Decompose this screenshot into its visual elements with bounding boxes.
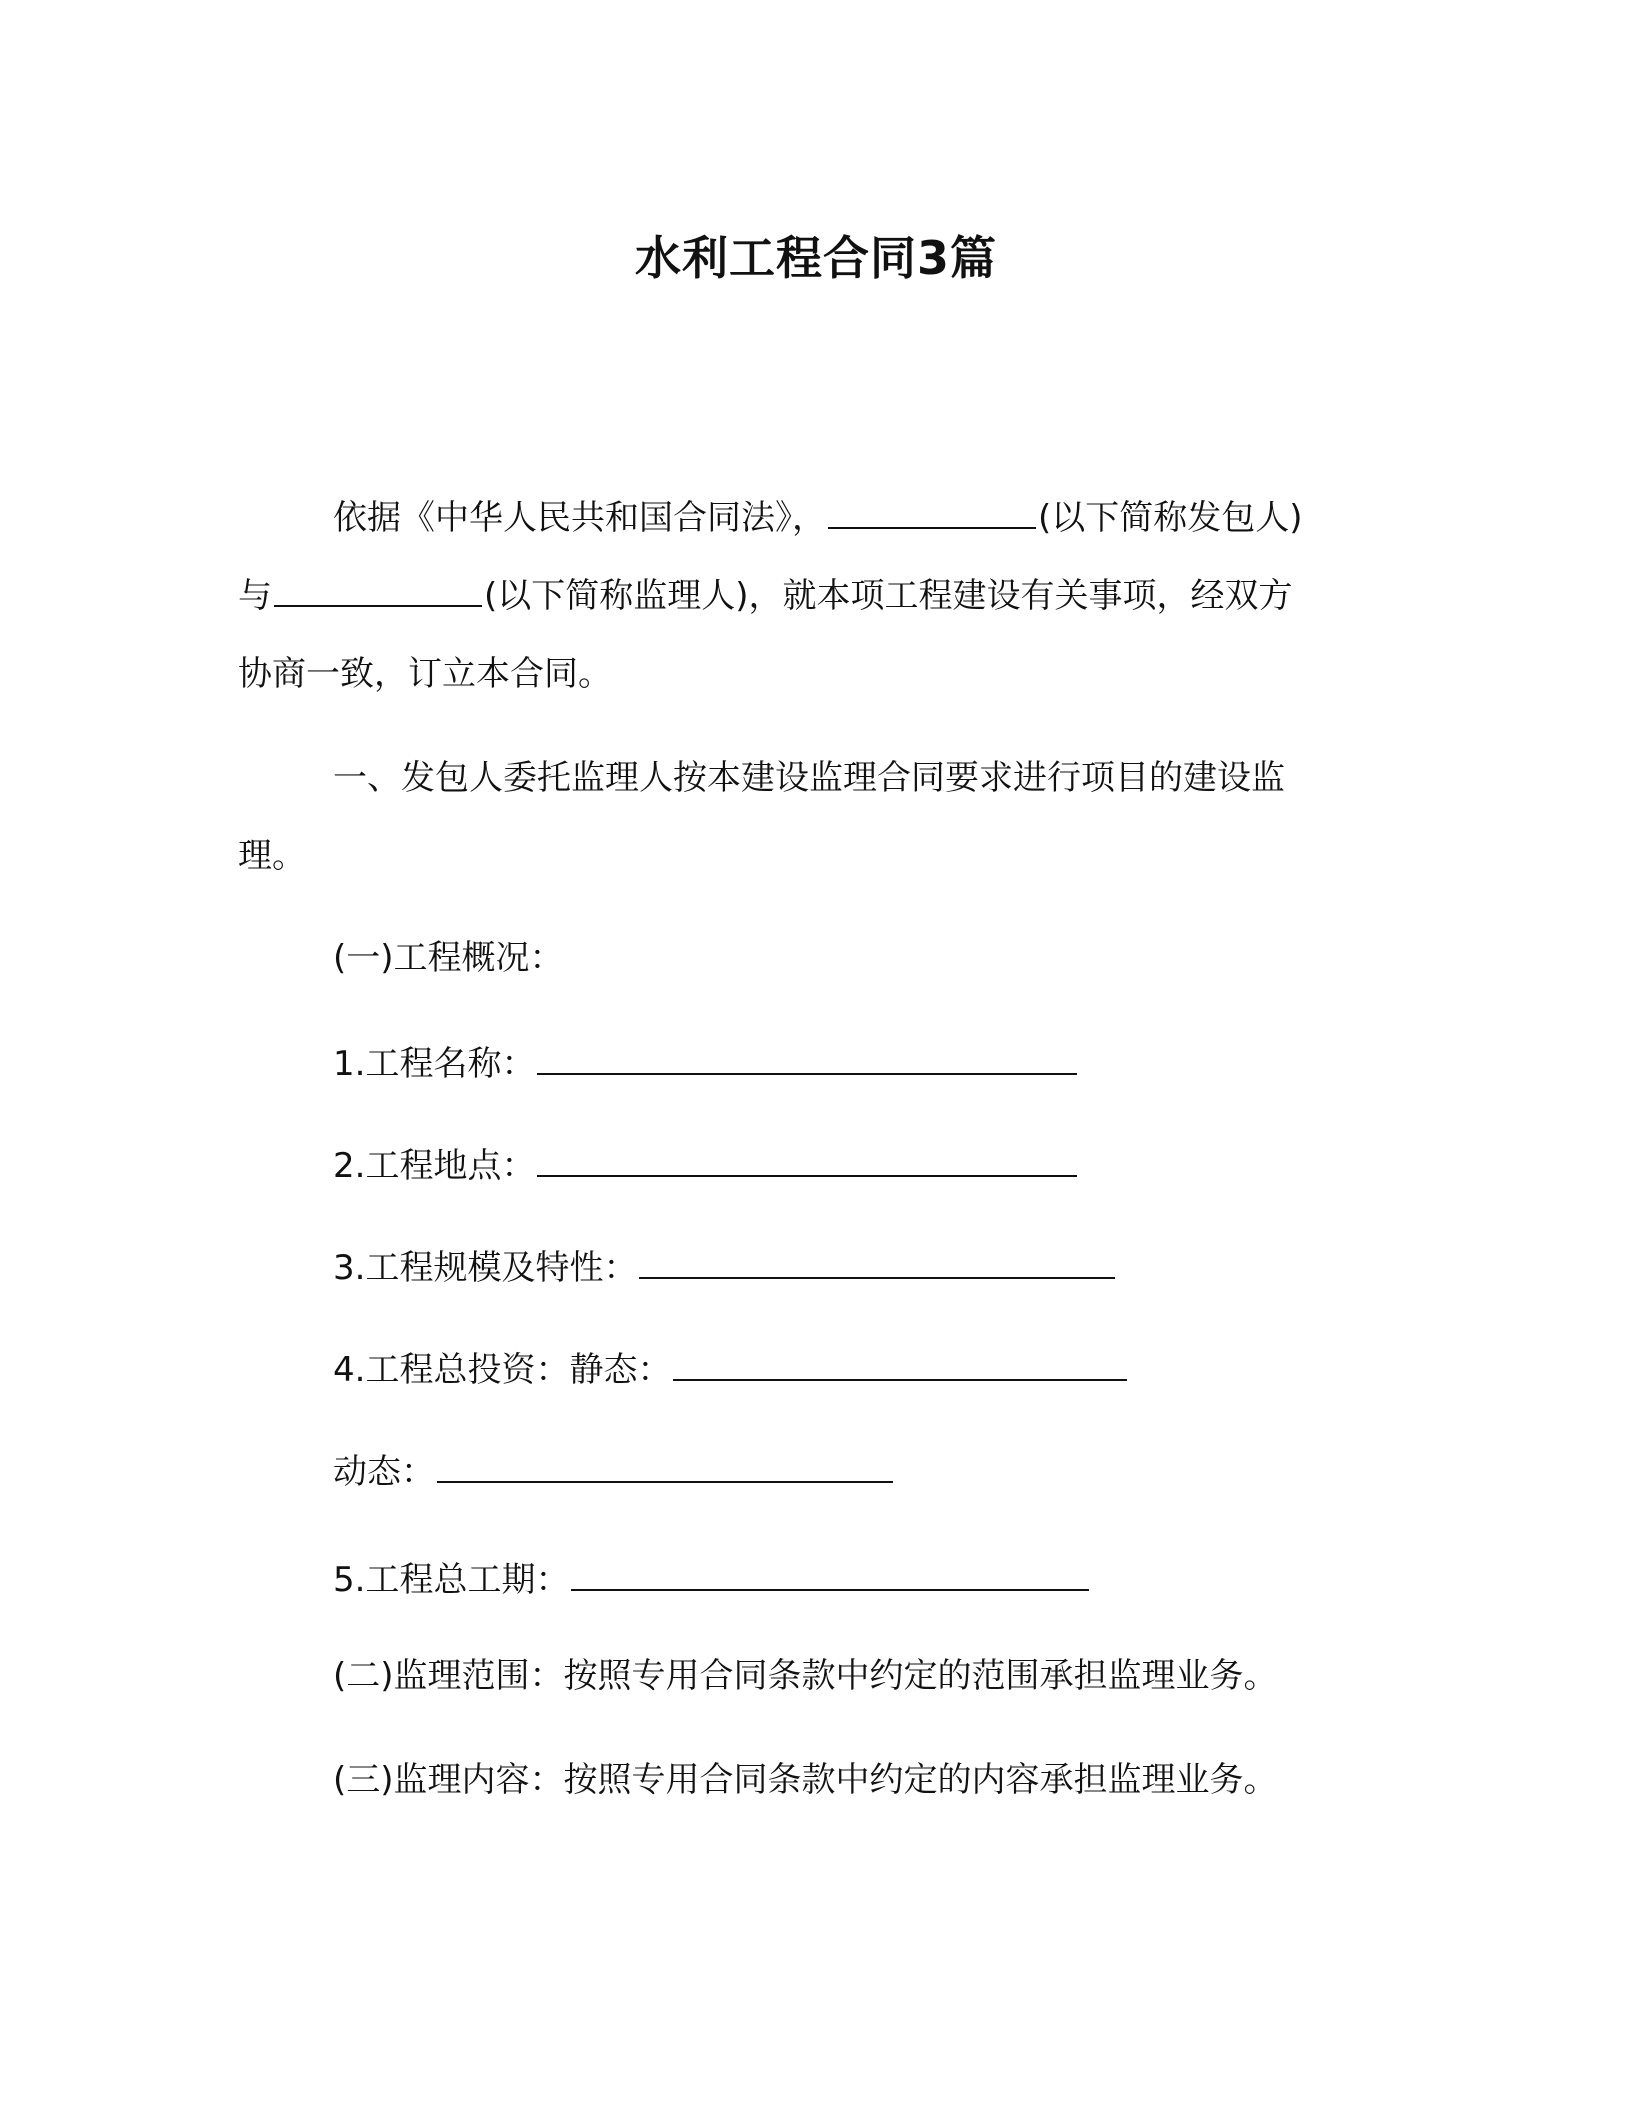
section1-heading: (一)工程概况： — [333, 938, 564, 978]
intro-text-2a: 与 — [238, 576, 272, 616]
field-project-scale — [333, 1246, 1117, 1290]
field-project-investment — [333, 1348, 1129, 1392]
intro-line-3: 协商一致，订立本合同。 — [238, 654, 612, 694]
field-project-duration — [333, 1558, 1091, 1602]
project-scale-label: 3.工程规模及特性： — [333, 1248, 638, 1288]
field-project-name — [333, 1042, 1079, 1086]
intro-text-1b: (以下简称发包人) — [1038, 498, 1303, 538]
supervisor-blank — [274, 575, 482, 607]
project-name-label: 1.工程名称： — [333, 1044, 536, 1084]
project-duration-blank — [571, 1559, 1089, 1591]
project-location-label: 2.工程地点： — [333, 1146, 536, 1186]
intro-text-1a: 依据《中华人民共和国合同法》， — [333, 498, 826, 538]
clause1-line-2: 理。 — [238, 836, 306, 876]
project-scale-blank — [639, 1247, 1115, 1279]
document-title: 水利工程合同3篇 — [634, 231, 997, 285]
intro-line-2 — [238, 574, 1293, 618]
field-dynamic-investment — [333, 1450, 895, 1494]
intro-line-1 — [333, 496, 1303, 540]
static-investment-blank — [673, 1349, 1127, 1381]
field-project-location — [333, 1144, 1079, 1188]
project-duration-label: 5.工程总工期： — [333, 1560, 570, 1600]
dynamic-investment-blank — [437, 1451, 893, 1483]
project-investment-label: 4.工程总投资：静态： — [333, 1350, 672, 1390]
intro-text-2b: (以下简称监理人)，就本项工程建设有关事项，经双方 — [484, 576, 1293, 616]
employer-blank — [828, 497, 1036, 529]
project-name-blank — [537, 1043, 1077, 1075]
clause1-line-1: 一、发包人委托监理人按本建设监理合同要求进行项目的建设监 — [333, 758, 1285, 798]
project-location-blank — [537, 1145, 1077, 1177]
section3-content: (三)监理内容：按照专用合同条款中约定的内容承担监理业务。 — [333, 1760, 1278, 1800]
section2-scope: (二)监理范围：按照专用合同条款中约定的范围承担监理业务。 — [333, 1656, 1278, 1696]
dynamic-investment-label: 动态： — [333, 1452, 435, 1492]
